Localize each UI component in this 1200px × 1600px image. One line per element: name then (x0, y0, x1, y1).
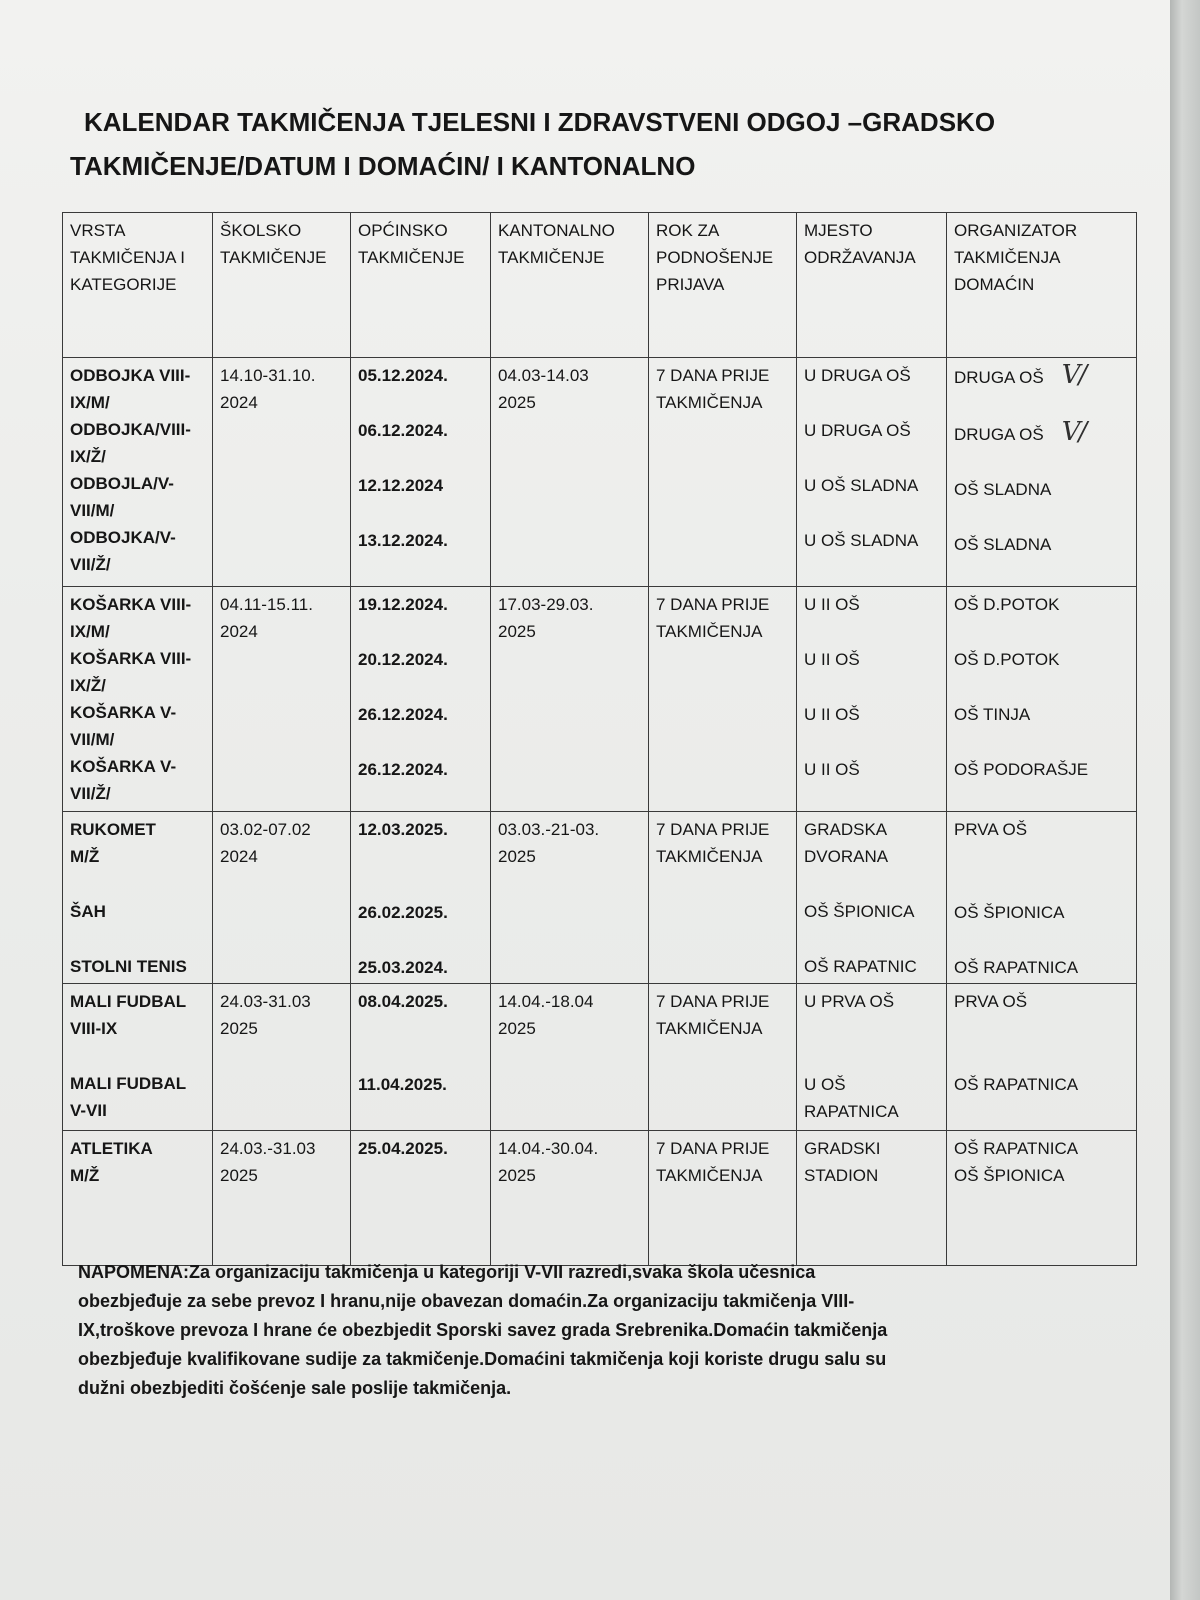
municipal-date-cell: 08.04.2025. 11.04.2025. (351, 984, 491, 1131)
header-venue: MJESTO ODRŽAVANJA (797, 213, 947, 358)
category-cell: ATLETIKA M/Ž (63, 1131, 213, 1266)
venue-cell: U DRUGA OŠ U DRUGA OŠ U OŠ SLADNA U OŠ SLADNA (797, 358, 947, 587)
organizer-cell: OŠ D.POTOK OŠ D.POTOK OŠ TINJA OŠ PODORAŠJE (947, 587, 1137, 812)
deadline-cell: 7 DANA PRIJE TAKMIČENJA (649, 587, 797, 812)
cantonal-date-cell: 14.04.-18.04 2025 (491, 984, 649, 1131)
municipal-date-cell: 19.12.2024. 20.12.2024. 26.12.2024. 26.12.2024. (351, 587, 491, 812)
deadline-cell: 7 DANA PRIJE TAKMIČENJA (649, 1131, 797, 1266)
category-cell: RUKOMET M/Ž ŠAH STOLNI TENIS (63, 812, 213, 984)
school-date-cell: 14.10-31.10. 2024 (213, 358, 351, 587)
background-surface (1170, 0, 1200, 1600)
school-date-cell: 03.02-07.02 2024 (213, 812, 351, 984)
venue-cell: U PRVA OŠ U OŠ RAPATNICA (797, 984, 947, 1131)
venue-cell: GRADSKA DVORANA OŠ ŠPIONICA OŠ RAPATNIC (797, 812, 947, 984)
header-cantonal: KANTONALNO TAKMIČENJE (491, 213, 649, 358)
document-title (70, 100, 1050, 188)
category-cell: MALI FUDBAL VIII-IX MALI FUDBAL V-VII (63, 984, 213, 1131)
school-date-cell: 24.03.-31.03 2025 (213, 1131, 351, 1266)
cantonal-date-cell: 14.04.-30.04. 2025 (491, 1131, 649, 1266)
table-row (63, 358, 1137, 587)
municipal-date-cell: 25.04.2025. (351, 1131, 491, 1266)
header-organizer: ORGANIZATOR TAKMIČENJA DOMAĆIN (947, 213, 1137, 358)
title-line-2: TAKMIČENJE/DATUM I DOMAĆIN/ I KANTONALNO (70, 151, 696, 181)
table-row (63, 812, 1137, 984)
cantonal-date-cell: 04.03-14.03 2025 (491, 358, 649, 587)
organizer-cell: OŠ RAPATNICA OŠ ŠPIONICA (947, 1131, 1137, 1266)
table-row (63, 1131, 1137, 1266)
competition-calendar-table (62, 212, 1137, 1266)
deadline-cell: 7 DANA PRIJE TAKMIČENJA (649, 812, 797, 984)
category-cell: ODBOJKA VIII- IX/M/ ODBOJKA/VIII- IX/Ž/ ODBOJLA/V- VII/M/ ODBOJKA/V- VII/Ž/ (63, 358, 213, 587)
footnote: NAPOMENA:Za organizaciju takmičenja u kategoriji V-VII razredi,svaka škola učesnica obezbjeđuje za sebe prevoz I hranu,nije obavezan domaćin.Za organizaciju takmičenja VIII- IX,troškove prevoza I hrane će obezbjedit Sporski savez grada Srebrenika.Domaćin takmičenja obezbjeđuje kvalifikovane sudije za takmičenje.Domaćini takmičenja koji koriste drugu salu su dužni obezbjediti čošćenje sale poslije takmičenja. (78, 1262, 888, 1398)
handwritten-mark: V/ (1061, 417, 1086, 447)
cantonal-date-cell: 17.03-29.03. 2025 (491, 587, 649, 812)
venue-cell: U II OŠ U II OŠ U II OŠ U II OŠ (797, 587, 947, 812)
deadline-cell: 7 DANA PRIJE TAKMIČENJA (649, 358, 797, 587)
municipal-date-cell: 12.03.2025. 26.02.2025. 25.03.2024. (351, 812, 491, 984)
header-school: ŠKOLSKO TAKMIČENJE (213, 213, 351, 358)
organizer-cell: PRVA OŠ OŠ RAPATNICA (947, 984, 1137, 1131)
table-row (63, 587, 1137, 812)
organizer-cell: DRUGA OŠ V/ DRUGA OŠ V/ OŠ SLADNA OŠ SLADNA (947, 358, 1137, 587)
header-municipal: OPĆINSKO TAKMIČENJE (351, 213, 491, 358)
header-deadline: ROK ZA PODNOŠENJE PRIJAVA (649, 213, 797, 358)
cantonal-date-cell: 03.03.-21-03. 2025 (491, 812, 649, 984)
organizer-cell: PRVA OŠ OŠ ŠPIONICA OŠ RAPATNICA (947, 812, 1137, 984)
municipal-date-cell: 05.12.2024. 06.12.2024. 12.12.2024 13.12.2024. (351, 358, 491, 587)
table-header-row (63, 213, 1137, 358)
school-date-cell: 04.11-15.11. 2024 (213, 587, 351, 812)
category-cell: KOŠARKA VIII- IX/M/ KOŠARKA VIII- IX/Ž/ KOŠARKA V- VII/M/ KOŠARKA V- VII/Ž/ (63, 587, 213, 812)
deadline-cell: 7 DANA PRIJE TAKMIČENJA (649, 984, 797, 1131)
table-row (63, 984, 1137, 1131)
header-category: VRSTA TAKMIČENJA I KATEGORIJE (63, 213, 213, 358)
handwritten-mark: V/ (1061, 360, 1086, 390)
title-line-1: KALENDAR TAKMIČENJA TJELESNI I ZDRAVSTVENI ODGOJ –GRADSKO (84, 107, 996, 137)
venue-cell: GRADSKI STADION (797, 1131, 947, 1266)
school-date-cell: 24.03-31.03 2025 (213, 984, 351, 1131)
